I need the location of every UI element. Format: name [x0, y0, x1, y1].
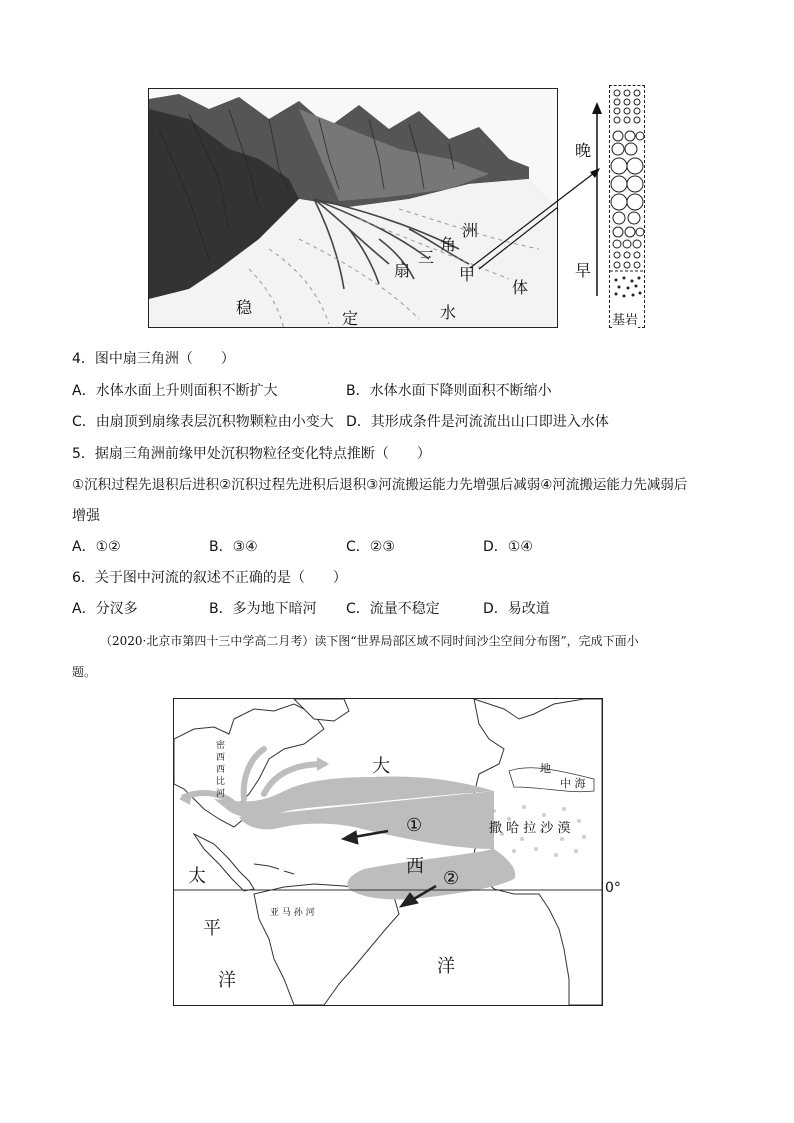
intro-line2: 题。	[72, 665, 97, 679]
fan-label-3: 角	[440, 235, 457, 254]
q6-option-d: D．易改道	[483, 601, 550, 617]
q5-option-d: D．①④	[483, 539, 533, 555]
fan-label-4: 洲	[462, 221, 479, 240]
map-label-tai: 太	[188, 866, 206, 887]
route-marker-2: ②	[443, 868, 460, 889]
strata-column	[609, 85, 645, 328]
dust-map	[173, 698, 603, 1006]
map-label-di: 地	[540, 762, 551, 775]
fan-label-2: 三	[418, 248, 435, 267]
map-label-sahara: 撒 哈 拉 沙 漠	[489, 821, 571, 836]
map-label-ping: 平	[203, 918, 221, 939]
q6-option-a: A．分汊多	[72, 601, 138, 617]
map-label-xi: 西	[406, 856, 424, 877]
time-late-label: 晚	[575, 141, 592, 160]
q4-option-c: C．由扇顶到扇缘表层沉积物颗粒由小变大	[72, 414, 334, 430]
water-body-ti: 体	[512, 278, 529, 297]
q5-stem: 5．据扇三角洲前缘甲处沉积物粒径变化特点推断（ ）	[72, 446, 431, 462]
map-label-mississippi: 密 西 西 比 河	[216, 741, 226, 799]
q4-option-a: A．水体水面上升则面积不断扩大	[72, 383, 278, 399]
q4-option-b: B．水体水面下降则面积不断缩小	[346, 383, 552, 399]
q6-stem: 6．关于图中河流的叙述不正确的是（ ）	[72, 570, 347, 586]
map-label-amazon: 亚 马 孙 河	[270, 908, 315, 918]
q4-option-d: D．其形成条件是河流流出山口即进入水体	[346, 414, 609, 430]
water-body-shui: 水	[440, 303, 457, 322]
map-label-yang2: 洋	[218, 970, 236, 991]
q5-statements-line2: 增强	[72, 508, 100, 524]
time-axis	[590, 100, 604, 300]
water-body-wen: 稳	[236, 298, 253, 317]
south-america-landmass	[254, 884, 399, 1005]
map-label-da: 大	[372, 756, 390, 777]
q5-option-c: C．②③	[346, 539, 395, 555]
dust-plume-2	[347, 849, 515, 900]
fan-label-1: 扇	[394, 261, 411, 280]
point-jia-label: 甲	[459, 265, 476, 284]
intro-line1: （2020·北京市第四十三中学高二月考）读下图“世界局部区域不同时间沙尘空间分布图”，完成下面小	[100, 634, 639, 648]
q5-statements-line1: ①沉积过程先退积后进积②沉积过程先进积后退积③河流搬运能力先增强后减弱④河流搬运能力先减弱后	[72, 477, 688, 493]
q5-option-a: A．①②	[72, 539, 121, 555]
time-early-label: 早	[575, 261, 592, 280]
route-marker-1: ①	[406, 815, 423, 836]
q5-option-b: B．③④	[209, 539, 258, 555]
water-body-ding: 定	[342, 309, 359, 328]
bedrock-label: 基岩	[612, 309, 638, 328]
map-label-mediterranean: 中 海	[560, 777, 586, 790]
map-label-equator: 0°	[605, 880, 621, 896]
q6-option-b: B．多为地下暗河	[209, 601, 317, 617]
q4-stem: 4．图中扇三角洲（ ）	[72, 351, 235, 367]
map-label-yang: 洋	[437, 956, 455, 977]
q6-option-c: C．流量不稳定	[346, 601, 440, 617]
